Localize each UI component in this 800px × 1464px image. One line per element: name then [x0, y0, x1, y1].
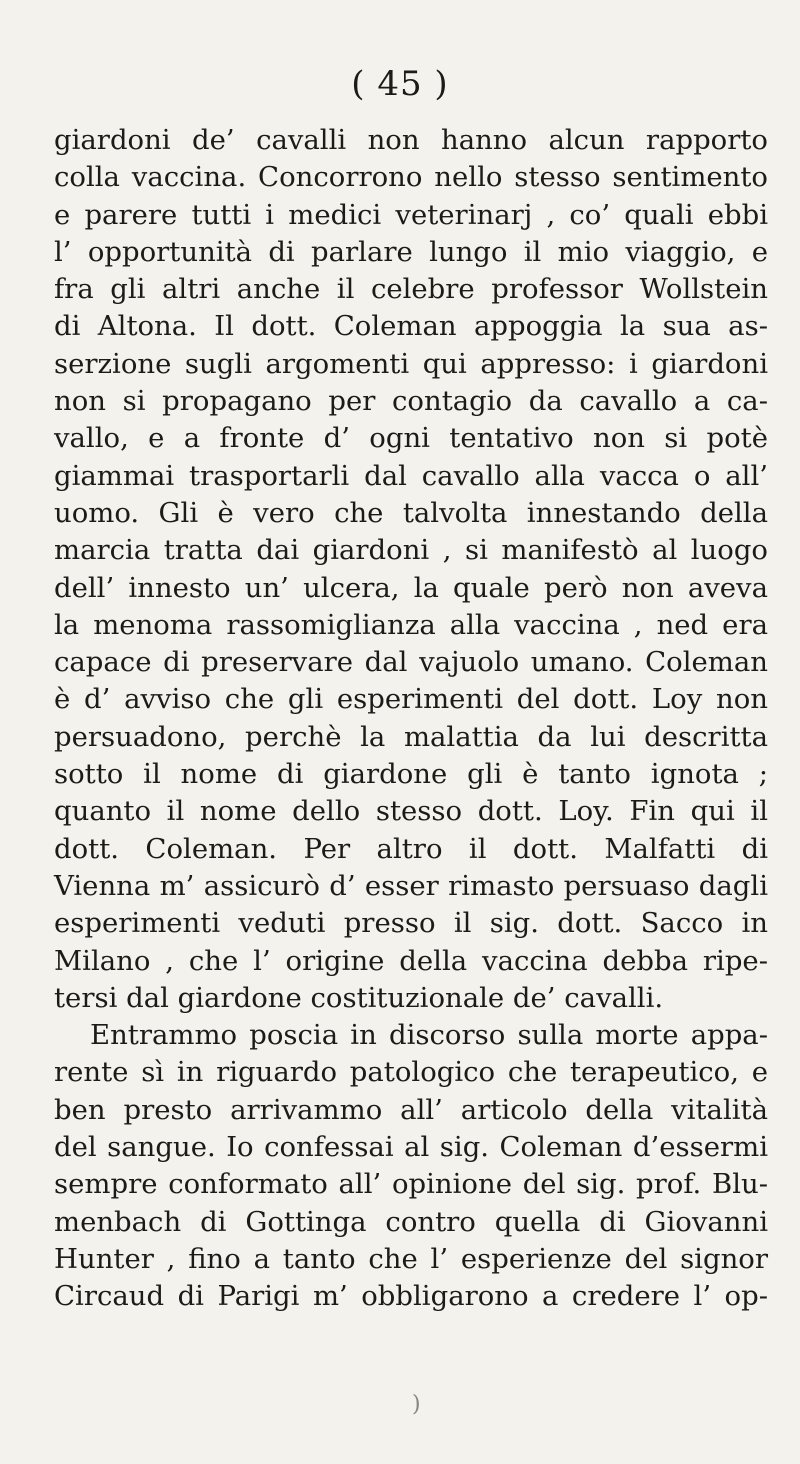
text-line: dott. Coleman. Per altro il dott. Malfatti di	[54, 832, 768, 865]
text-line: rente sì in riguardo patologico che terapeutico, e	[54, 1056, 768, 1089]
text-line: Milano , che l’ origine della vaccina debba ripe-	[54, 944, 768, 977]
text-line-paragraph-start: Entrammo poscia in discorso sulla morte appa-	[90, 1019, 768, 1052]
body-text	[54, 122, 768, 1316]
text-line: giardoni de’ cavalli non hanno alcun rapporto	[54, 124, 768, 156]
text-line: la menoma rassomiglianza alla vaccina , ned era	[54, 608, 768, 641]
text-line: l’ opportunità di parlare lungo il mio viaggio, e	[54, 235, 768, 268]
text-line-paragraph-end: tersi dal giardone costituzionale de’ cavalli.	[54, 981, 664, 1014]
text-line: ben presto arrivammo all’ articolo della vitalità	[54, 1093, 768, 1126]
text-line: non si propagano per contagio da cavallo a ca-	[54, 385, 768, 418]
text-line: serzione sugli argomenti qui appresso: i giardoni	[54, 347, 768, 380]
text-line: Vienna m’ assicurò d’ esser rimasto persuaso dagli	[54, 869, 768, 902]
text-line: fra gli altri anche il celebre professor Wollstein	[54, 273, 768, 306]
text-line: persuadono, perchè la malattia da lui descritta	[54, 720, 768, 753]
text-line: Hunter , fino a tanto che l’ esperienze del signor	[54, 1242, 768, 1275]
text-line: uomo. Gli è vero che talvolta innestando della	[54, 496, 768, 529]
text-line: dell’ innesto un’ ulcera, la quale però non aveva	[54, 571, 768, 604]
text-line: di Altona. Il dott. Coleman appoggia la sua as-	[54, 310, 768, 343]
text-line: esperimenti veduti presso il sig. dott. Sacco in	[54, 907, 768, 940]
text-line: sempre conformato all’ opinione del sig. prof. Blu-	[54, 1168, 768, 1201]
page-margin-mark: )	[412, 1392, 421, 1417]
text-line: giammai trasportarli dal cavallo alla vacca o all’	[54, 459, 768, 492]
text-line: sotto il nome di giardone gli è tanto ignota ;	[54, 758, 768, 791]
text-line: colla vaccina. Concorrono nello stesso sentimento	[54, 161, 768, 194]
text-line: menbach di Gottinga contro quella di Giovanni	[54, 1205, 768, 1238]
page-number: ( 45 )	[351, 64, 449, 104]
text-line: Circaud di Parigi m’ obbligarono a credere l’ op-	[54, 1280, 768, 1313]
text-line: è d’ avviso che gli esperimenti del dott. Loy non	[54, 683, 768, 716]
text-line: capace di preservare dal vajuolo umano. Coleman	[54, 646, 768, 679]
text-line: del sangue. Io confessai al sig. Coleman d’essermi	[54, 1131, 768, 1164]
text-line: e parere tutti i medici veterinarj , co’ quali ebbi	[54, 198, 768, 231]
text-line: quanto il nome dello stesso dott. Loy. Fin qui il	[54, 795, 768, 828]
text-line: vallo, e a fronte d’ ogni tentativo non si potè	[54, 422, 768, 455]
text-line: marcia tratta dai giardoni , si manifestò al luogo	[54, 534, 768, 567]
